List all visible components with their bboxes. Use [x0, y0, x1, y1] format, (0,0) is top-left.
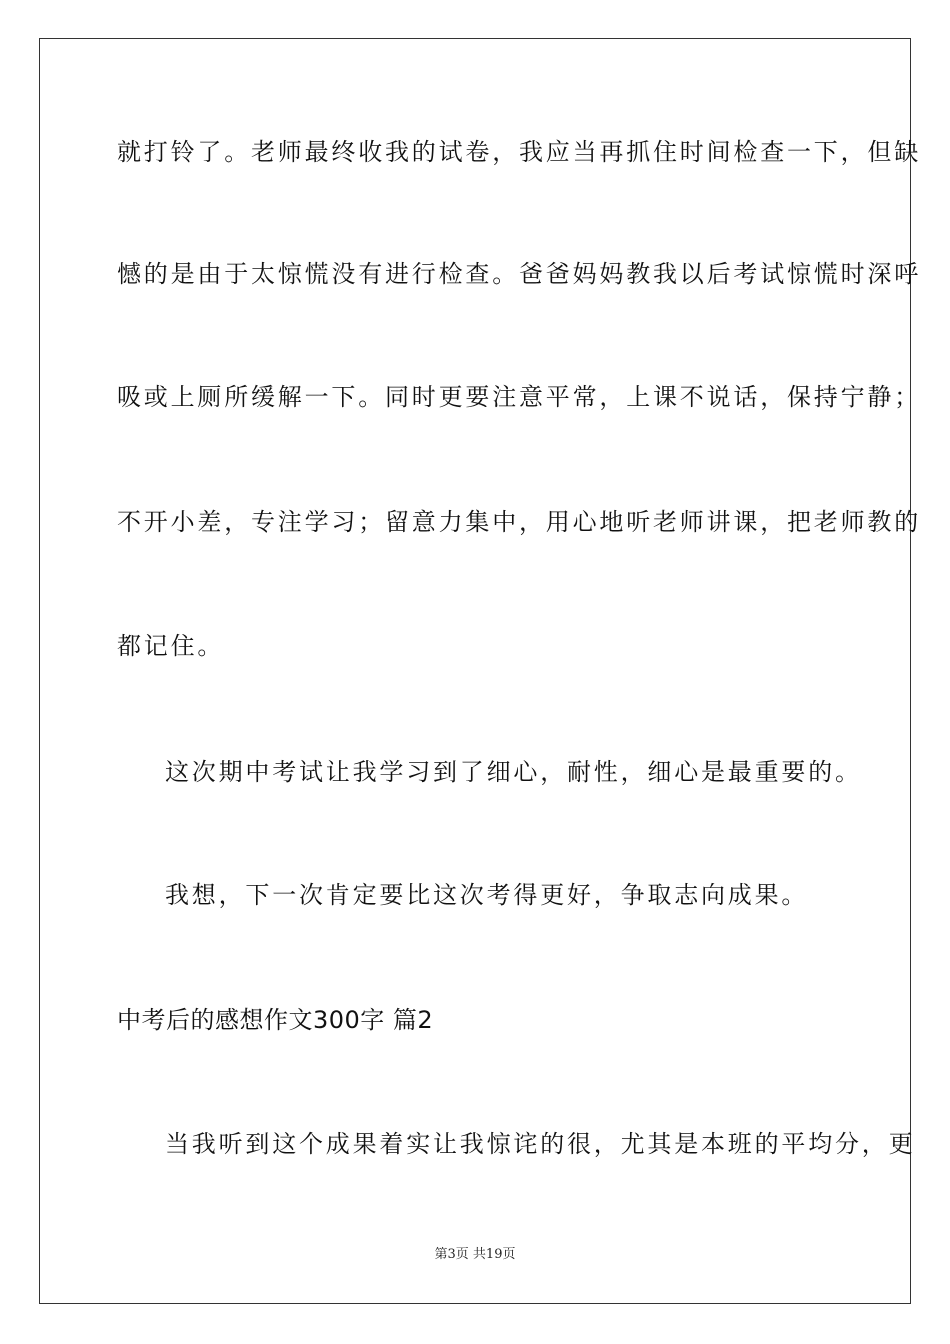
paragraph-next-exam: 我想，下一次肯定要比这次考得更好，争取志向成果。	[165, 881, 809, 909]
paragraph-line-1: 就打铃了。老师最终收我的试卷，我应当再抓住时间检查一下，但缺	[117, 138, 921, 166]
page-number-footer: 第3页 共19页	[434, 1247, 516, 1262]
paragraph-line-5: 都记住。	[117, 632, 225, 660]
paragraph-line-2: 憾的是由于太惊慌没有进行检查。爸爸妈妈教我以后考试惊慌时深呼	[117, 260, 921, 288]
paragraph-line-3: 吸或上厕所缓解一下。同时更要注意平常，上课不说话，保持宁静；	[117, 383, 921, 411]
paragraph-result-surprise: 当我听到这个成果着实让我惊诧的很，尤其是本班的平均分，更	[165, 1130, 916, 1158]
page-border	[39, 38, 911, 1304]
paragraph-detail-patience: 这次期中考试让我学习到了细心，耐性，细心是最重要的。	[165, 758, 862, 786]
paragraph-line-4: 不开小差，专注学习；留意力集中，用心地听老师讲课，把老师教的	[117, 508, 921, 536]
section-heading: 中考后的感想作文300字 篇2	[117, 1006, 434, 1034]
